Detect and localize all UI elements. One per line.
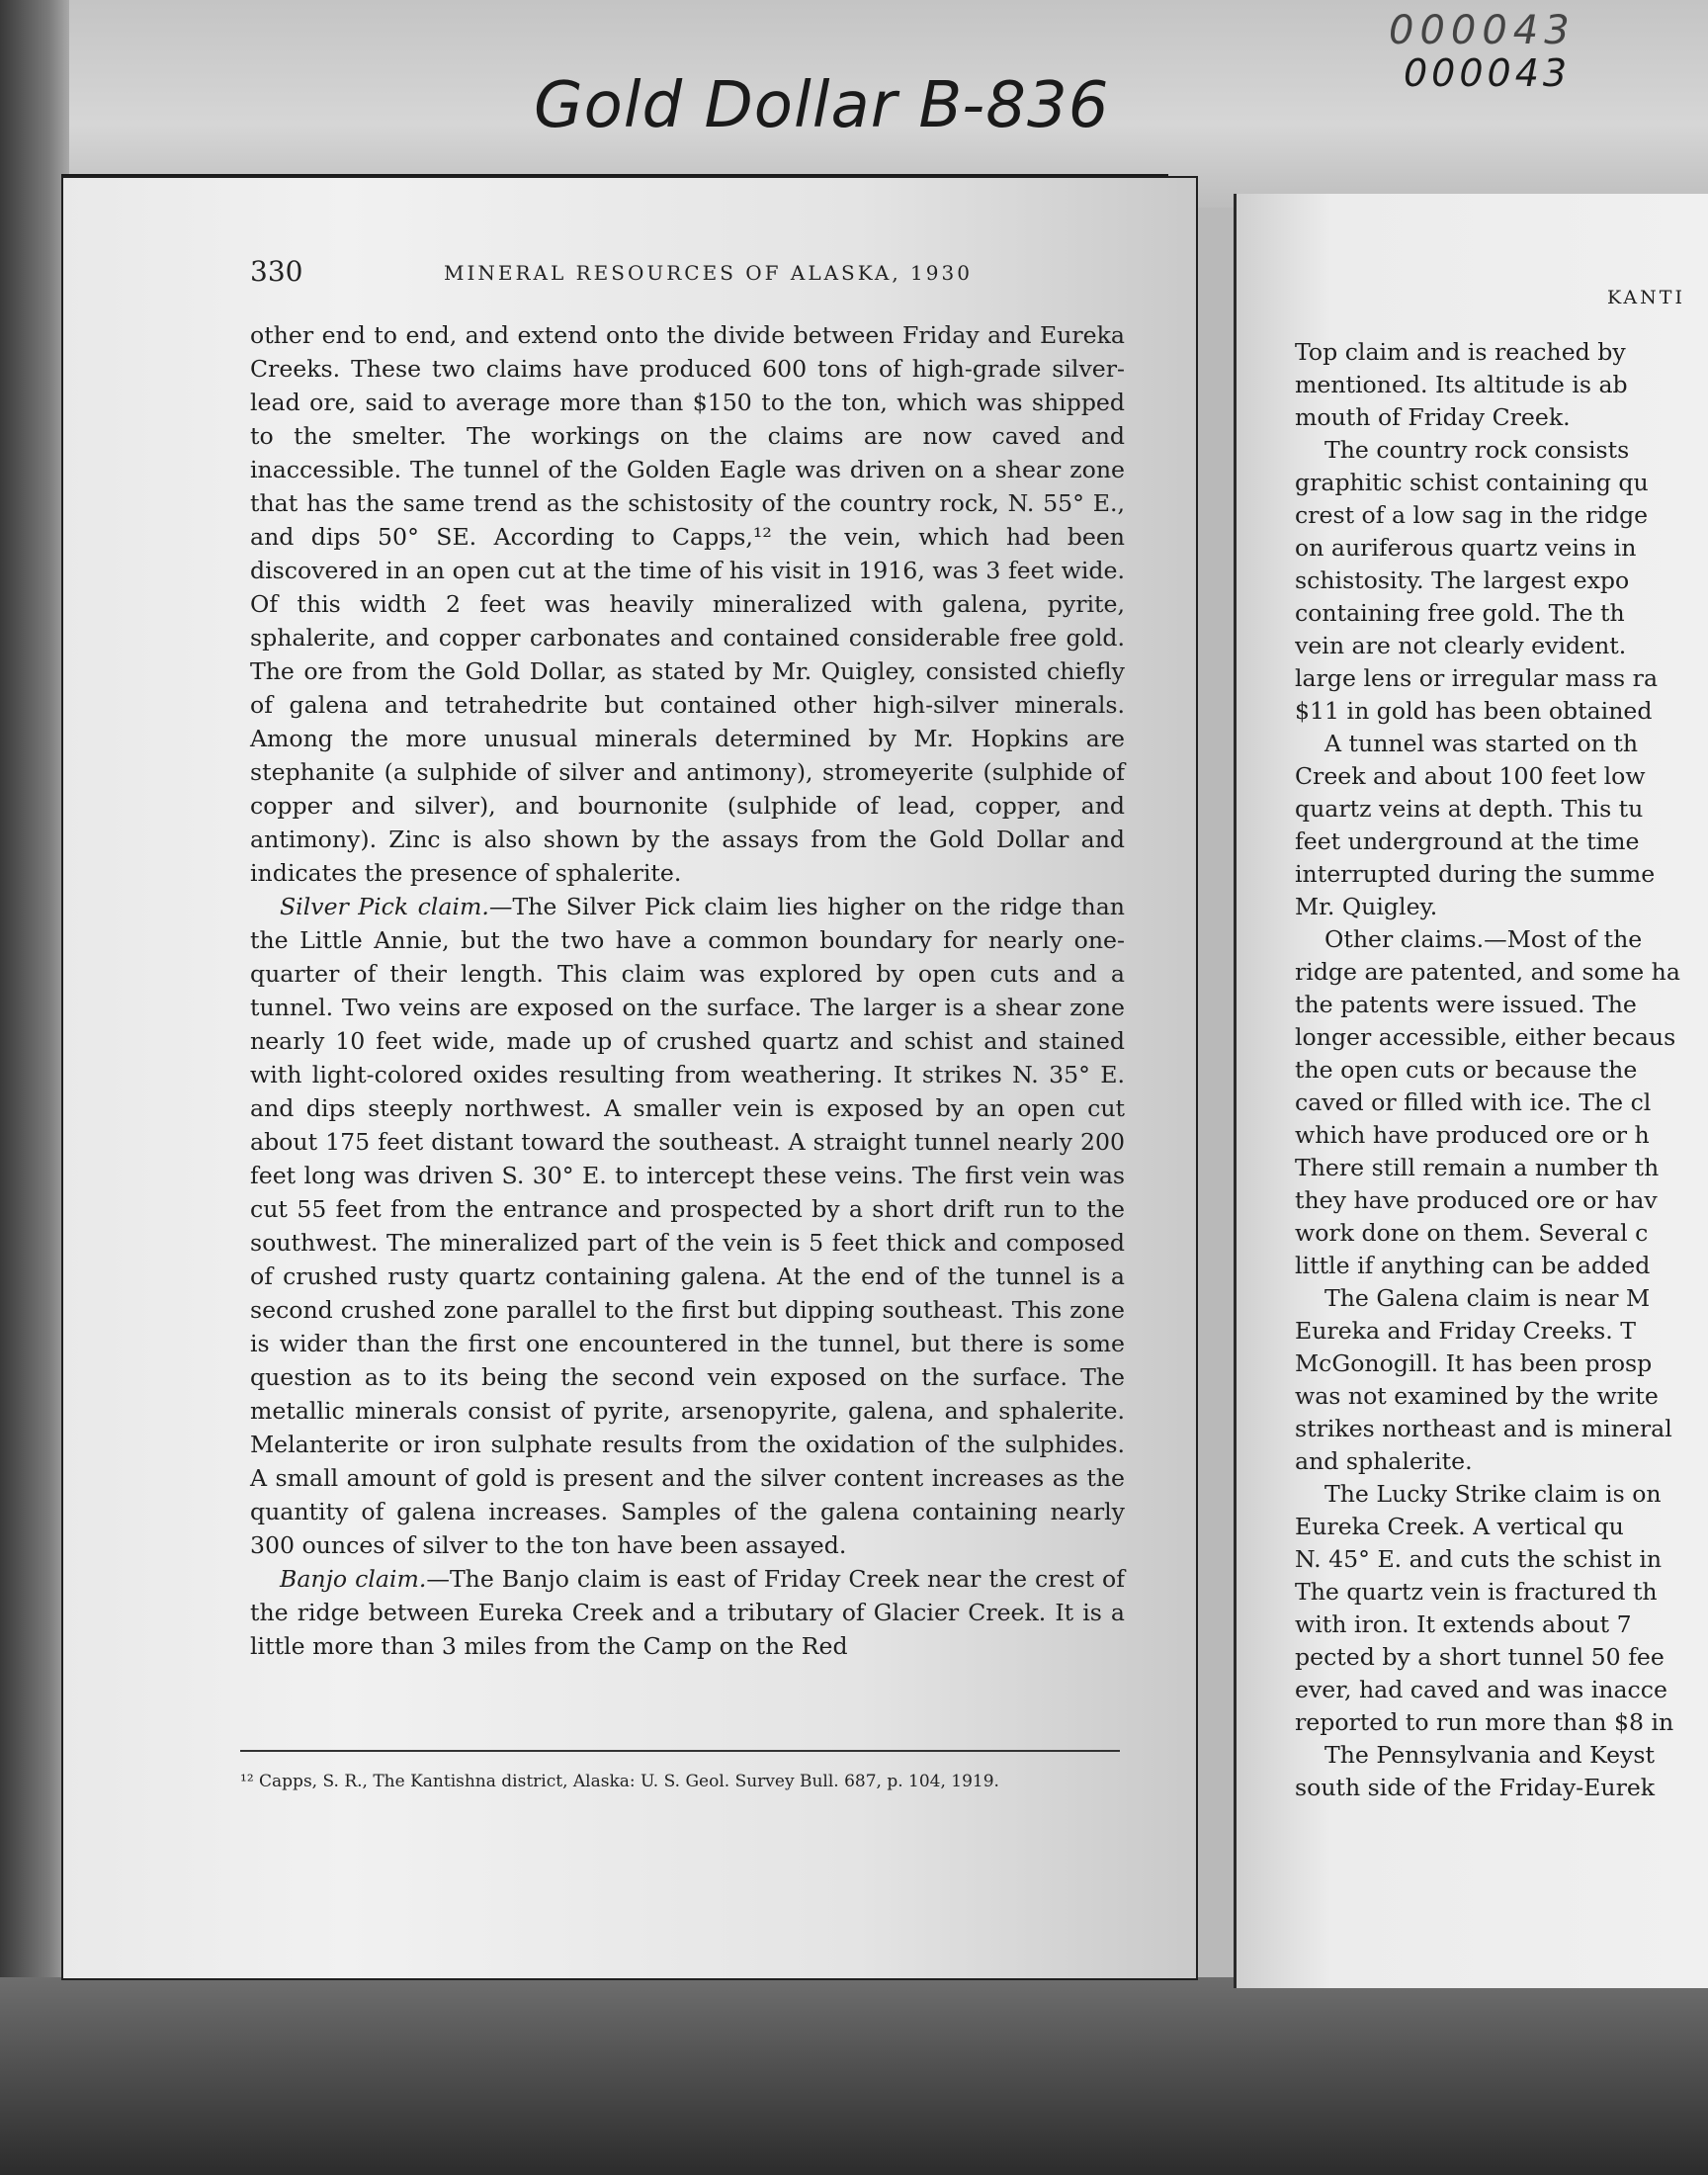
right-column-line: Eureka and Friday Creeks. T [1295,1317,1636,1345]
right-column-line: south side of the Friday-Eurek [1295,1774,1656,1801]
right-column-line: quartz veins at depth. This tu [1295,795,1644,823]
right-column-line: the patents were issued. The [1295,991,1637,1018]
right-page-running-head: KANTI [1607,287,1685,308]
right-column-line: pected by a short tunnel 50 fee [1295,1643,1665,1671]
right-column-line: There still remain a number th [1295,1154,1660,1181]
right-column-line: large lens or irregular mass ra [1295,664,1659,692]
right-column-line: The Galena claim is near M [1324,1284,1651,1312]
running-title: MINERAL RESOURCES OF ALASKA, 1930 [444,261,973,285]
footnote: ¹² Capps, S. R., The Kantishna district, Alaska: U. S. Geol. Survey Bull. 687, p. 104, 1919. [240,1772,999,1791]
page-number: 330 [250,255,303,288]
stamped-document-code: 000043 [1389,8,1576,53]
right-column-line: McGonogill. It has been prosp [1295,1349,1653,1377]
scan-left-shadow [0,0,69,2175]
right-column-line: mentioned. Its altitude is ab [1295,371,1628,398]
right-column-line: strikes northeast and is mineral [1295,1415,1672,1442]
right-column-line: longer accessible, either becaus [1295,1023,1676,1051]
right-column-line: reported to run more than $8 in [1295,1708,1674,1736]
right-column-line: Eureka Creek. A vertical qu [1295,1513,1624,1540]
right-column-line: The Pennsylvania and Keyst [1324,1741,1655,1769]
right-column-line: little if anything can be added [1295,1252,1651,1279]
silver-pick-heading: Silver Pick claim. [280,893,489,920]
right-column-line: caved or filled with ice. The cl [1295,1088,1652,1116]
right-column-line: on auriferous quartz veins in [1295,534,1637,562]
right-column-line: feet underground at the time [1295,827,1640,855]
paragraph-silver-pick [250,890,1125,1562]
right-column-line: the open cuts or because the [1295,1056,1638,1084]
right-column-line: Mr. Quigley. [1295,893,1438,920]
right-column-line: mouth of Friday Creek. [1295,403,1571,431]
right-column-line: The quartz vein is fractured th [1295,1578,1658,1606]
right-column-line: containing free gold. The th [1295,599,1625,627]
paragraph-banjo [250,1562,1125,1663]
right-column-line: Creek and about 100 feet low [1295,762,1646,790]
paragraph-intro: other end to end, and extend onto the divide between Friday and Eureka Creeks. These two claims have produced 600 tons of high-grade silver-lead ore, said to average more than $150 to the ton, which was shipped to the smelter. The workings on the claims are now caved and inaccessible. The tunnel of the Golden Eagle was driven on a shear zone that has the same trend as the schistosity of the country rock, N. 55° E., and dips 50° SE. According to Capps,¹² the vein, which had been discovered in an open cut at the time of his visit in 1916, was 3 feet wide. Of this width 2 feet was heavily mineralized with galena, pyrite, sphalerite, and copper carbonates and contained considerable free gold. The ore from the Gold Dollar, as stated by Mr. Quigley, consisted chiefly of galena and tetrahedrite but contained other high-silver minerals. Among the more unusual minerals determined by Mr. Hopkins are stephanite (a sulphide of silver and antimony), stromeyerite (sulphide of copper and silver), and bournonite (sulphide of lead, copper, and antimony). Zinc is also shown by the assays from the Gold Dollar and indicates the presence of sphalerite. [250,321,1125,887]
left-column-text [250,318,1125,1663]
right-column-line: The country rock consists [1324,436,1630,464]
right-column-line: interrupted during the summe [1295,860,1656,888]
right-column-line: schistosity. The largest expo [1295,566,1630,594]
handwritten-document-code: 000043 [1404,51,1572,95]
right-column-line: A tunnel was started on th [1324,730,1639,757]
right-column-line: N. 45° E. and cuts the schist in [1295,1545,1663,1573]
right-column-line: crest of a low sag in the ridge [1295,501,1649,529]
footnote-divider [240,1750,1120,1752]
right-column-line: and sphalerite. [1295,1447,1473,1475]
right-column-line: work done on them. Several c [1295,1219,1649,1247]
right-column-line: was not examined by the write [1295,1382,1659,1410]
silver-pick-text: —The Silver Pick claim lies higher on the ridge than the Little Annie, but the two have a common boundary for nearly one-quarter of their length. This claim was explored by open cuts and a tunnel. Two veins are exposed on the surface. The larger is a shear zone nearly 10 feet wide, made up of crushed quartz and schist and stained with light-colored oxides resulting from weathering. It strikes N. 35° E. and dips steeply northwest. A smaller vein is exposed by an open cut about 175 feet distant toward the southeast. A straight tunnel nearly 200 feet long was driven S. 30° E. to intercept these veins. The first vein was cut 55 feet from the entrance and prospected by a short drift run to the southwest. The mineralized part of the vein is 5 feet thick and composed of crushed rusty quartz containing galena. At the end of the tunnel is a second crushed zone parallel to the first but dipping southeast. This zone is wider than the first one encountered in the tunnel, but there is some question as to its being the second vein exposed on the surface. The metallic minerals consist of pyrite, arsenopyrite, galena, and sphalerite. Melanterite or iron sulphate results from the oxidation of the sulphides. A small amount of gold is present and the silver content increases as the quantity of galena increases. Samples of the galena containing nearly 300 ounces of silver to the ton have been assayed. [250,893,1125,1559]
page-header [250,255,1140,295]
banjo-text: —The Banjo claim is east of Friday Creek near the crest of the ridge between Eureka Creek and a tributary of Glacier Creek. It is a little more than 3 miles from the Camp on the Red [250,1565,1125,1660]
handwritten-title: Gold Dollar B-836 [534,69,1110,142]
banjo-heading: Banjo claim. [280,1565,427,1593]
right-column-line: which have produced ore or h [1295,1121,1650,1149]
right-column-line: ever, had caved and was inacce [1295,1676,1667,1703]
right-column-line: The Lucky Strike claim is on [1324,1480,1662,1508]
right-column-line: $11 in gold has been obtained [1295,697,1653,725]
right-column-line: Other claims.—Most of the [1324,925,1643,953]
right-column-line: ridge are patented, and some ha [1295,958,1680,986]
right-column-line: vein are not clearly evident. [1295,632,1627,659]
scan-bottom-shadow [0,1977,1708,2175]
right-column-line: Top claim and is reached by [1295,338,1626,366]
right-column-text [1295,336,1708,1804]
right-column-line: with iron. It extends about 7 [1295,1610,1632,1638]
right-column-line: graphitic schist containing qu [1295,469,1649,496]
right-column-line: they have produced ore or hav [1295,1186,1658,1214]
